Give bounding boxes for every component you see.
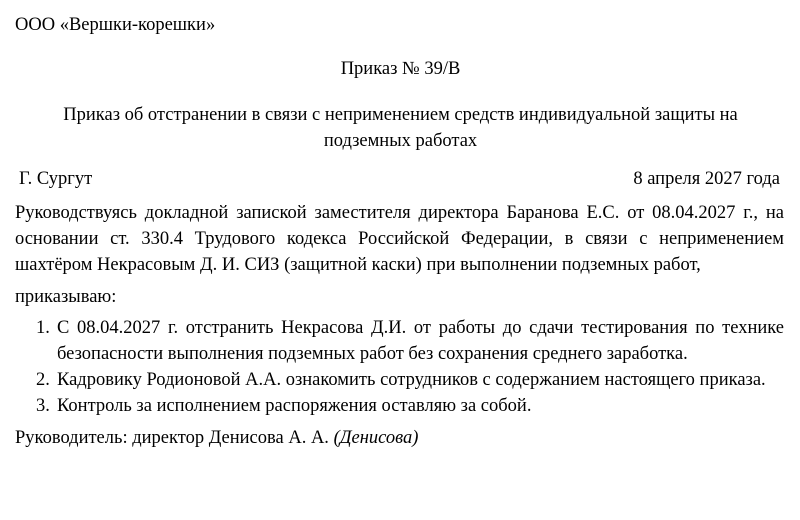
order-verb: приказываю:	[15, 287, 117, 307]
order-number: Приказ № 39/В	[340, 59, 461, 79]
organization-name: ООО «Вершки-корешки»	[15, 15, 216, 35]
signature-line	[15, 425, 786, 451]
order-item-number: 2.	[36, 370, 50, 390]
order-item-number: 3.	[36, 396, 50, 416]
order-items-list	[15, 315, 786, 419]
order-item-text: Кадровику Родионовой А.А. ознакомить сотрудников с содержанием настоящего приказа.	[57, 370, 766, 390]
place-date-row	[15, 166, 786, 192]
order-item-number: 1.	[36, 318, 50, 338]
city: Г. Сургут	[19, 169, 93, 189]
order-basis-paragraph: Руководствуясь докладной запиской заместителя директора Баранова Е.С. от 08.04.2027 г., на основании ст. 330.4 Трудового кодекса Российской Федерации, в связи с неприменением шахтёром Некрасовым Д. И. СИЗ (защитной каски) при выполнении подземных работ,	[15, 203, 784, 275]
order-date: 8 апреля 2027 года	[633, 169, 780, 189]
order-title: Приказ об отстранении в связи с неприменением средств индивидуальной защиты на подземных работах	[63, 105, 738, 151]
order-item	[15, 393, 786, 419]
order-item-text: С 08.04.2027 г. отстранить Некрасова Д.И. от работы до сдачи тестирования по технике безопасности выполнения подземных работ без сохранения среднего заработка.	[57, 318, 784, 364]
order-item	[15, 315, 786, 367]
signature-handwritten-name: (Денисова)	[333, 428, 419, 448]
signature-label: Руководитель: директор Денисова А. А.	[15, 428, 329, 448]
order-item	[15, 367, 786, 393]
order-item-text: Контроль за исполнением распоряжения оставляю за собой.	[57, 396, 532, 416]
